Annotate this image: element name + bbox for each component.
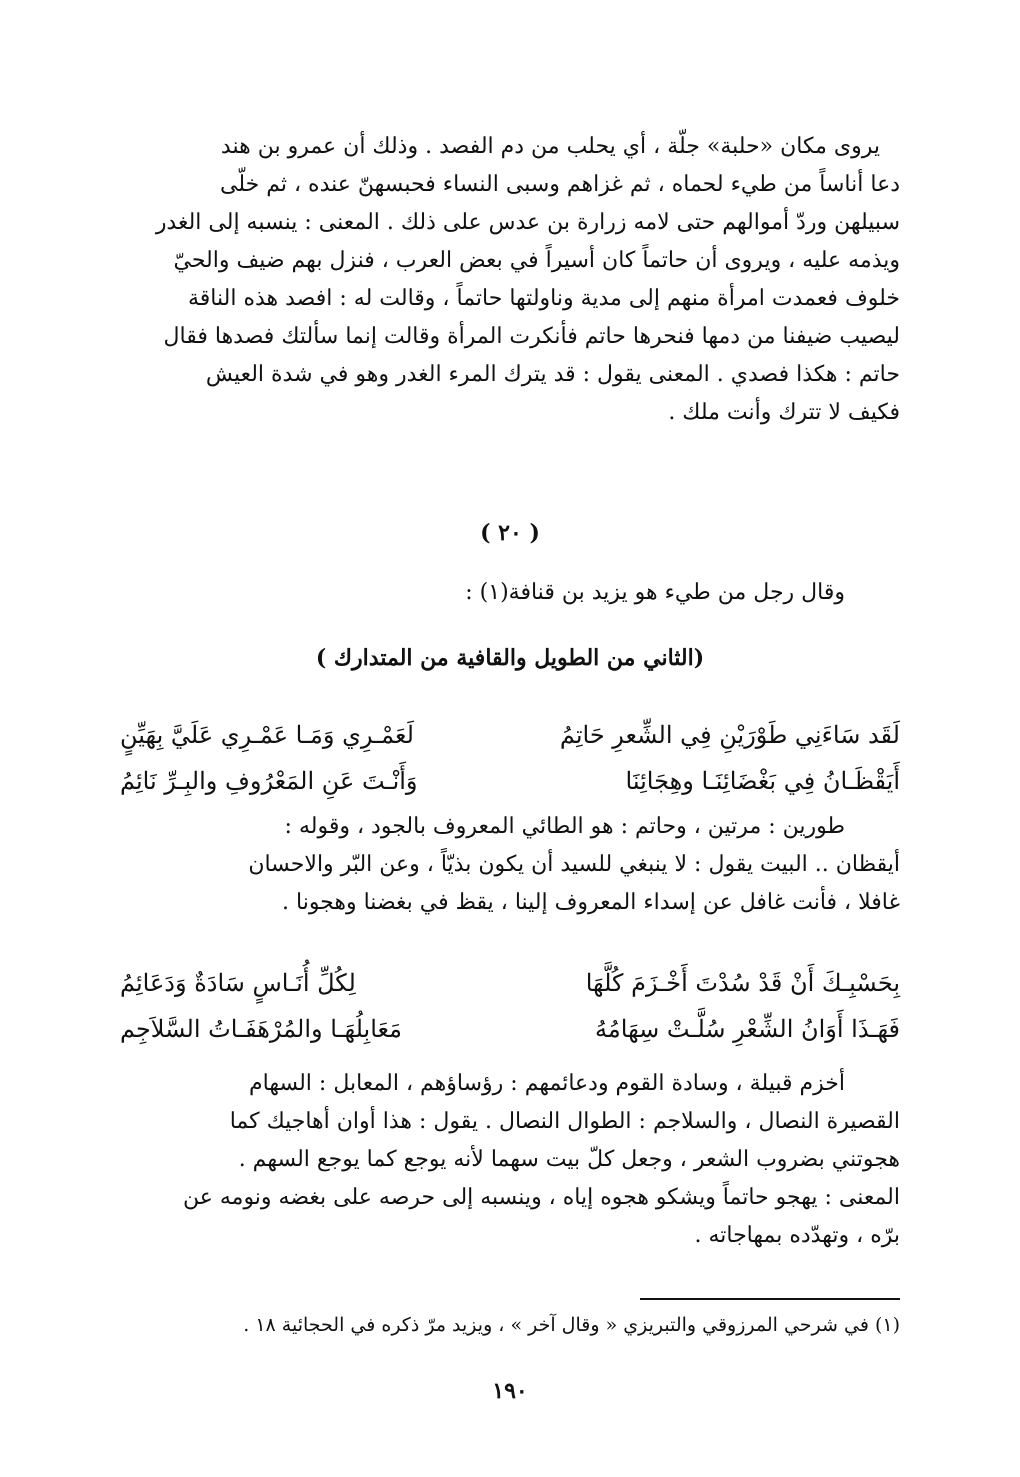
prose-line: يروى مكان «حلبة» جلّة ، أي يحلب من دم الفصد . وذلك أن عمرو بن هند	[220, 134, 880, 159]
verse-hemistich: لِكُلِّ أُنَـاسٍ سَادَةٌ وَدَعَائِمُ	[120, 969, 356, 997]
commentary-1	[120, 808, 900, 922]
commentary-line: برّه ، وتهدّده بمهاجاته .	[694, 1223, 900, 1248]
commentary-line: القصيرة النصال ، والسلاجم : الطوال النصال . يقول : هذا أوان أهاجيك كما	[229, 1109, 900, 1134]
poem-intro: وقال رجل من طيء هو يزيد بن قنافة(١) :	[465, 580, 845, 605]
commentary-line: المعنى : يهجو حاتماً ويشكو هجوه إياه ، وينسبه إلى حرصه على بغضه ونومه عن	[183, 1185, 900, 1210]
verse-hemistich: أَيَقْظَـانُ فِي بَغْضَائِنَـا وهِجَائِنَا	[625, 767, 900, 795]
verse-hemistich: لَقَد سَاءَنِي طَوْرَيْنِ فِي الشِّعرِ حَاتِمُ	[559, 721, 900, 749]
prose-line: حاتم : هكذا فصدي . المعنى يقول : قد يترك المرء الغدر وهو في شدة العيش	[205, 362, 900, 387]
verse-hemistich: فَهَـذَا أَوَانُ الشِّعْرِ سُلَّـتْ سِهَامُهُ	[595, 1015, 900, 1043]
prose-line: فكيف لا تترك وأنت ملك .	[668, 400, 900, 425]
verse-hemistich: بِحَسْبِـكَ أَنْ قَدْ سُدْتَ أَخْـزَمَ كُلَّهَا	[585, 969, 900, 997]
verse-line	[120, 712, 900, 758]
commentary-line: غافلا ، فأنت غافل عن إسداء المعروف إلينا ، يقظ في بغضنا وهجونا .	[282, 890, 900, 915]
commentary-line: أخزم قبيلة ، وسادة القوم ودعائمهم : رؤساؤهم ، المعابل : السهام	[249, 1071, 845, 1096]
verse-hemistich: مَعَابِلُهَـا والمُرْهَفَـاتُ السَّلاَجِم	[120, 1015, 402, 1043]
prose-line: خلوف فعمدت امرأة منهم إلى مدية وناولتها حاتماً ، وقالت له : افصد هذه الناقة	[187, 286, 900, 311]
prose-line: ليصيب ضيفنا من دمها فنحرها حاتم فأنكرت المرأة وقالت إنما سألتك فصدها فقال	[163, 324, 900, 349]
verses-group-2	[120, 960, 900, 1052]
commentary-line: طورين : مرتين ، وحاتم : هو الطائي المعروف بالجود ، وقوله :	[284, 814, 845, 839]
verse-line	[120, 758, 900, 804]
meter-line: (الثاني من الطويل والقافية من المتدارك )	[315, 645, 705, 671]
prose-line: ويذمه عليه ، ويروى أن حاتماً كان أسيراً في بعض العرب ، فنزل بهم ضيف والحيّ	[173, 248, 900, 273]
top-commentary	[120, 128, 900, 432]
commentary-2	[120, 1065, 900, 1255]
commentary-line: هجوتني بضروب الشعر ، وجعل كلّ بيت سهما لأنه يوجع كما يوجع السهم .	[238, 1147, 900, 1172]
footnote: (١) في شرحي المرزوقي والتبريزي « وقال آخر » ، ويزيد مرّ ذكره في الحجائية ١٨ .	[243, 1314, 900, 1336]
page-number: ١٩٠	[492, 1378, 528, 1404]
verses-group-1	[120, 712, 900, 804]
verse-hemistich: وَأَنْـتَ عَنِ المَعْرُوفِ والبِـرِّ نَائِمُ	[120, 767, 418, 795]
verse-hemistich: لَعَمْـرِي وَمَـا عَمْـرِي عَلَيَّ بِهَيِّنٍ	[120, 721, 414, 749]
verse-line	[120, 960, 900, 1006]
footnote-rule	[640, 1298, 900, 1300]
verse-line	[120, 1006, 900, 1052]
poem-number: ( ٢٠ )	[480, 520, 540, 546]
prose-line: دعا أناساً من طيء لحماه ، ثم غزاهم وسبى النساء فحبسهنّ عنده ، ثم خلّى	[219, 172, 900, 197]
commentary-line: أيقظان .. البيت يقول : لا ينبغي للسيد أن يكون بذيّاً ، وعن البّر والاحسان	[248, 852, 900, 877]
prose-line: سبيلهن وردّ أموالهم حتى لامه زرارة بن عدس على ذلك . المعنى : ينسبه إلى الغدر	[155, 210, 900, 235]
